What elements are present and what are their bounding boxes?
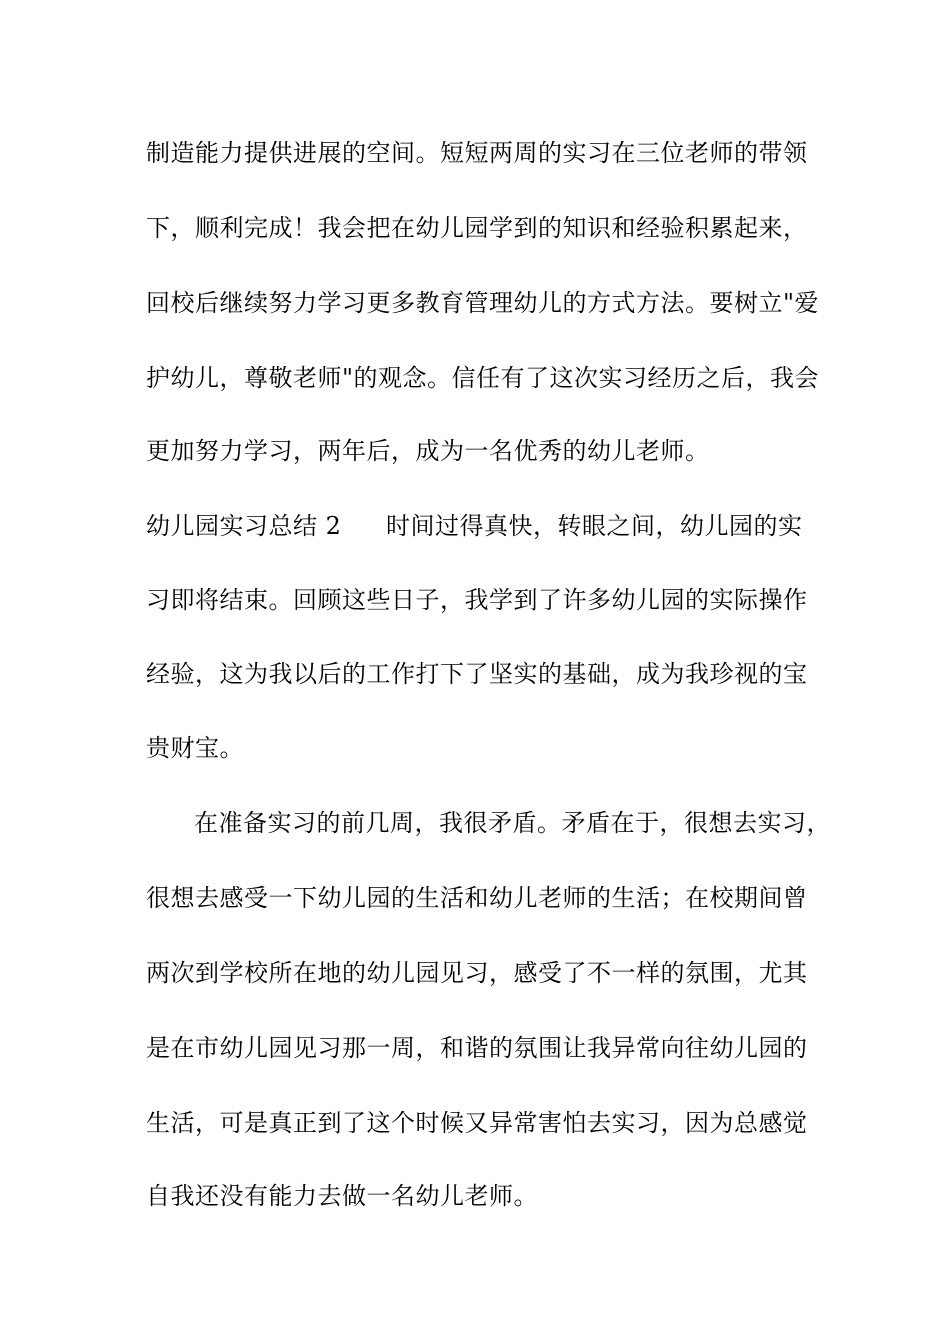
text-line: 自我还没有能力去做一名幼儿老师。 bbox=[146, 1182, 538, 1210]
text-line: 是在市幼儿园见习那一周，和谐的氛围让我异常向往幼儿园的 bbox=[146, 1034, 808, 1062]
text-line: 更加努力学习，两年后，成为一名优秀的幼儿老师。 bbox=[146, 437, 710, 465]
text-line: 习即将结束。回顾这些日子，我学到了许多幼儿园的实际操作 bbox=[146, 586, 808, 614]
section-heading: 幼儿园实习总结 2 bbox=[146, 512, 342, 540]
text-line: 生活，可是真正到了这个时候又异常害怕去实习，因为总感觉 bbox=[146, 1109, 808, 1137]
text-line: 经验，这为我以后的工作打下了坚实的基础，成为我珍视的宝 bbox=[146, 660, 808, 688]
text-line: 回校后继续努力学习更多教育管理幼儿的方式方法。要树立"爱 bbox=[146, 289, 820, 317]
paragraph-first-line: 在准备实习的前几周，我很矛盾。矛盾在于，很想去实习， bbox=[194, 809, 831, 837]
text-line: 护幼儿，尊敬老师"的观念。信任有了这次实习经历之后，我会 bbox=[146, 364, 820, 392]
section-heading-line bbox=[146, 511, 803, 541]
section-first-line: 时间过得真快，转眼之间，幼儿园的实 bbox=[386, 512, 803, 540]
text-line: 贵财宝。 bbox=[146, 734, 244, 762]
text-line: 下，顺利完成！我会把在幼儿园学到的知识和经验积累起来， bbox=[146, 214, 808, 242]
text-line: 两次到学校所在地的幼儿园见习，感受了不一样的氛围，尤其 bbox=[146, 959, 808, 987]
text-line: 制造能力提供进展的空间。短短两周的实习在三位老师的带领 bbox=[146, 139, 808, 167]
text-line: 很想去感受一下幼儿园的生活和幼儿老师的生活；在校期间曾 bbox=[146, 884, 808, 912]
